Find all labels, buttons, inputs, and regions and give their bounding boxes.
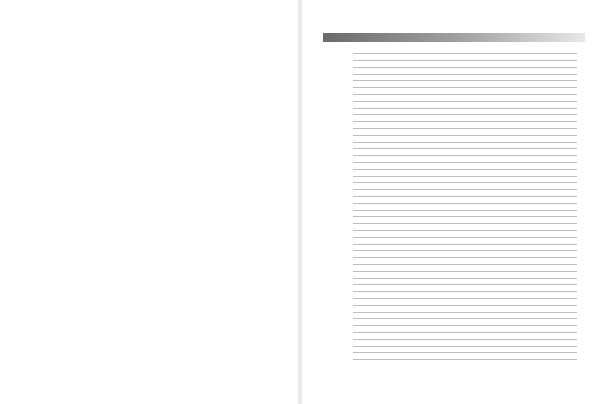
toc-entry (339, 320, 577, 327)
toc-entry (339, 89, 577, 96)
toc-entry (339, 354, 577, 361)
toc-entry (339, 272, 577, 279)
toc-entry (339, 116, 577, 123)
toc-entry (339, 218, 577, 225)
toc-entry (339, 62, 577, 69)
contents-title (323, 33, 583, 42)
credits-block (30, 300, 220, 301)
toc-entry (339, 211, 577, 218)
toc-entry (339, 109, 577, 116)
toc-entry (339, 327, 577, 334)
toc-entry (339, 340, 577, 347)
toc-entry (339, 191, 577, 198)
toc-entry (339, 157, 577, 164)
toc-entry (339, 48, 577, 55)
contents-header-band (323, 33, 585, 42)
toc-entry (339, 184, 577, 191)
toc-entry (339, 266, 577, 273)
toc-entry (339, 170, 577, 177)
toc-entry (339, 82, 577, 89)
toc-entry (339, 143, 577, 150)
toc-entry (339, 252, 577, 259)
toc-entry (339, 286, 577, 293)
toc-entry (339, 123, 577, 130)
toc-entry (339, 313, 577, 320)
toc-entry (339, 136, 577, 143)
right-page (303, 0, 600, 404)
toc-entry (339, 293, 577, 300)
toc-entry (339, 225, 577, 232)
left-page (0, 0, 297, 404)
toc-entry (339, 150, 577, 157)
toc-entry (339, 279, 577, 286)
toc-entry (339, 55, 577, 62)
toc-entry (339, 96, 577, 103)
toc-entry (339, 232, 577, 239)
toc-entry (339, 204, 577, 211)
toc-entry (339, 238, 577, 245)
toc-entry (339, 68, 577, 75)
intro-paragraph (24, 44, 246, 144)
toc-entry (339, 130, 577, 137)
toc-entry (339, 299, 577, 306)
toc-entry (339, 102, 577, 109)
toc-entry (339, 198, 577, 205)
toc-entry (339, 347, 577, 354)
toc-entry (339, 306, 577, 313)
toc-entry (339, 177, 577, 184)
toc-rule (353, 359, 577, 360)
toc-entry (339, 75, 577, 82)
toc-entry (339, 164, 577, 171)
toc-entry (339, 259, 577, 266)
toc-entry (339, 245, 577, 252)
toc-entry (339, 333, 577, 340)
table-of-contents (339, 48, 577, 366)
